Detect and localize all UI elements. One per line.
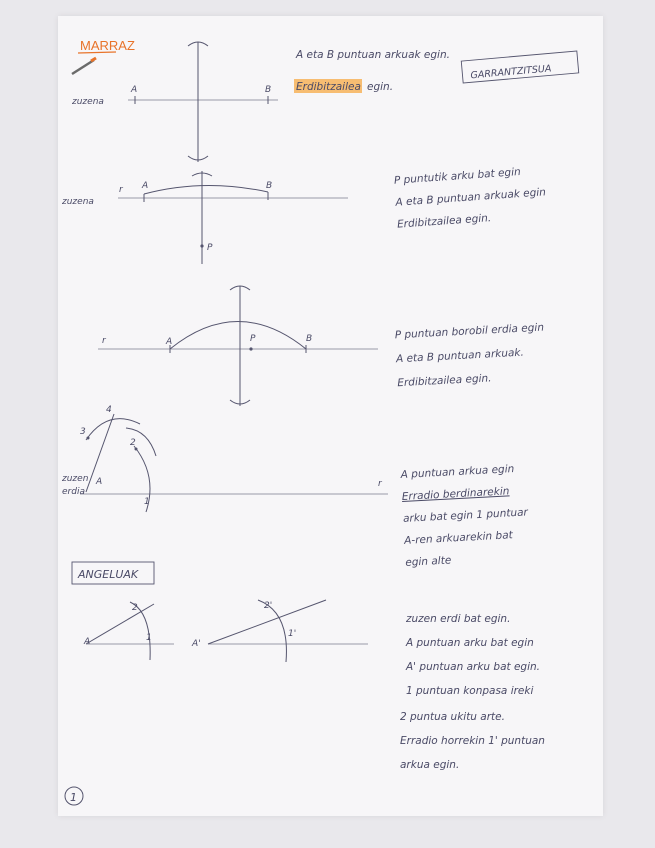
angles-label: ANGELUAK xyxy=(78,568,139,581)
fig5-right-arc xyxy=(258,600,286,662)
fig1-zuzena-label: zuzena xyxy=(72,97,104,107)
fig2-point-a: A xyxy=(142,181,149,191)
notebook-page xyxy=(58,16,603,816)
fig3-note-2: A eta B puntuan arkuak. xyxy=(395,346,525,366)
fig2-zuzena-label: zuzena xyxy=(62,197,94,207)
fig5-point-a: A xyxy=(84,637,91,647)
fig3-semicircle xyxy=(170,322,306,350)
fig2-point-r: r xyxy=(119,185,123,195)
pencil-icon xyxy=(72,60,94,74)
fig3-point-a: A xyxy=(166,337,173,347)
fig4-note-4: A-ren arkuarekin bat xyxy=(403,529,514,547)
fig4-note-2: Erradio berdinarekin xyxy=(401,485,510,503)
fig5-note-6: Erradio horrekin 1' puntuan xyxy=(400,735,545,747)
fig1-point-b: B xyxy=(265,85,272,95)
fig1-note-line2: egin. xyxy=(367,81,394,93)
fig4-point-4: 4 xyxy=(106,405,112,415)
fig5-point-2-prime: 2' xyxy=(264,601,273,611)
fig4-point-3-dot xyxy=(87,437,90,440)
fig4-note-1: A puntuan arkua egin xyxy=(400,463,515,481)
fig1-point-a: A xyxy=(131,85,138,95)
figure-5-notes xyxy=(400,613,545,771)
fig4-point-1: 1 xyxy=(144,497,150,507)
fig4-point-3: 3 xyxy=(80,427,86,437)
figure-1-perpendicular-bisector xyxy=(71,42,278,162)
fig3-point-b: B xyxy=(306,334,313,344)
angles-section-heading xyxy=(72,562,154,584)
fig1-note-line1: A eta B puntuan arkuak egin. xyxy=(296,49,450,61)
page-number-block xyxy=(65,787,83,805)
fig5-note-5: 2 puntua ukitu arte. xyxy=(400,711,505,723)
fig4-note-3: arku bat egin 1 puntuar xyxy=(402,506,529,525)
fig2-note-3: Erdibitzailea egin. xyxy=(396,212,492,231)
fig5-point-1: 1 xyxy=(146,633,152,643)
fig2-point-p-dot xyxy=(200,244,203,247)
pencil-tip-icon xyxy=(91,58,96,61)
figure-5-copy-angle xyxy=(83,600,368,662)
fig4-point-r: r xyxy=(378,479,382,489)
fig4-point-2: 2 xyxy=(130,438,136,448)
fig5-note-7: arkua egin. xyxy=(400,759,460,771)
fig3-note-3: Erdibitzailea egin. xyxy=(397,372,492,390)
figure-4-angle-90 xyxy=(61,405,388,512)
fig4-point-a: A xyxy=(96,477,103,487)
fig3-note-1: P puntuan borobil erdia egin xyxy=(394,321,545,342)
figure-2-notes xyxy=(393,164,548,230)
page-number: 1 xyxy=(70,791,77,804)
figure-4-notes xyxy=(399,462,531,568)
fig2-point-b: B xyxy=(266,181,273,191)
page-title: MARRAZ xyxy=(80,38,135,53)
fig5-point-a-prime: A' xyxy=(192,639,201,649)
fig5-point-2: 2 xyxy=(132,603,138,613)
fig4-zuzen-label: zuzen xyxy=(62,474,89,484)
fig5-point-1-prime: 1' xyxy=(288,629,297,639)
fig5-note-4: 1 puntuan konpasa ireki xyxy=(406,685,534,697)
figure-1-notes xyxy=(294,49,579,93)
fig4-note-5: egin alte xyxy=(405,554,452,569)
important-label: GARRANTZITSUA xyxy=(470,63,552,82)
fig5-note-2: A puntuan arku bat egin xyxy=(406,637,534,649)
fig3-point-p-dot xyxy=(249,347,252,350)
fig2-point-p: P xyxy=(207,243,213,253)
title-block xyxy=(72,38,135,74)
figure-3-notes xyxy=(393,322,546,390)
fig3-point-r: r xyxy=(102,336,106,346)
drawing-sheet xyxy=(58,16,603,816)
fig2-note-1: P puntutik arku bat egin xyxy=(393,165,522,187)
fig5-note-1: zuzen erdi bat egin. xyxy=(406,613,511,625)
figure-3-perpendicular-at-point xyxy=(98,286,378,406)
fig5-left-ray xyxy=(86,604,154,644)
fig4-erdia-label: erdia xyxy=(62,487,85,497)
fig3-point-p: P xyxy=(250,334,256,344)
fig5-note-3: A' puntuan arku bat egin. xyxy=(406,661,540,673)
figure-2-perpendicular-from-point xyxy=(61,171,348,264)
fig2-arc xyxy=(144,185,268,194)
fig1-note-highlight: Erdibitzailea xyxy=(296,81,361,93)
fig2-note-2: A eta B puntuan arkuak egin xyxy=(395,186,547,209)
